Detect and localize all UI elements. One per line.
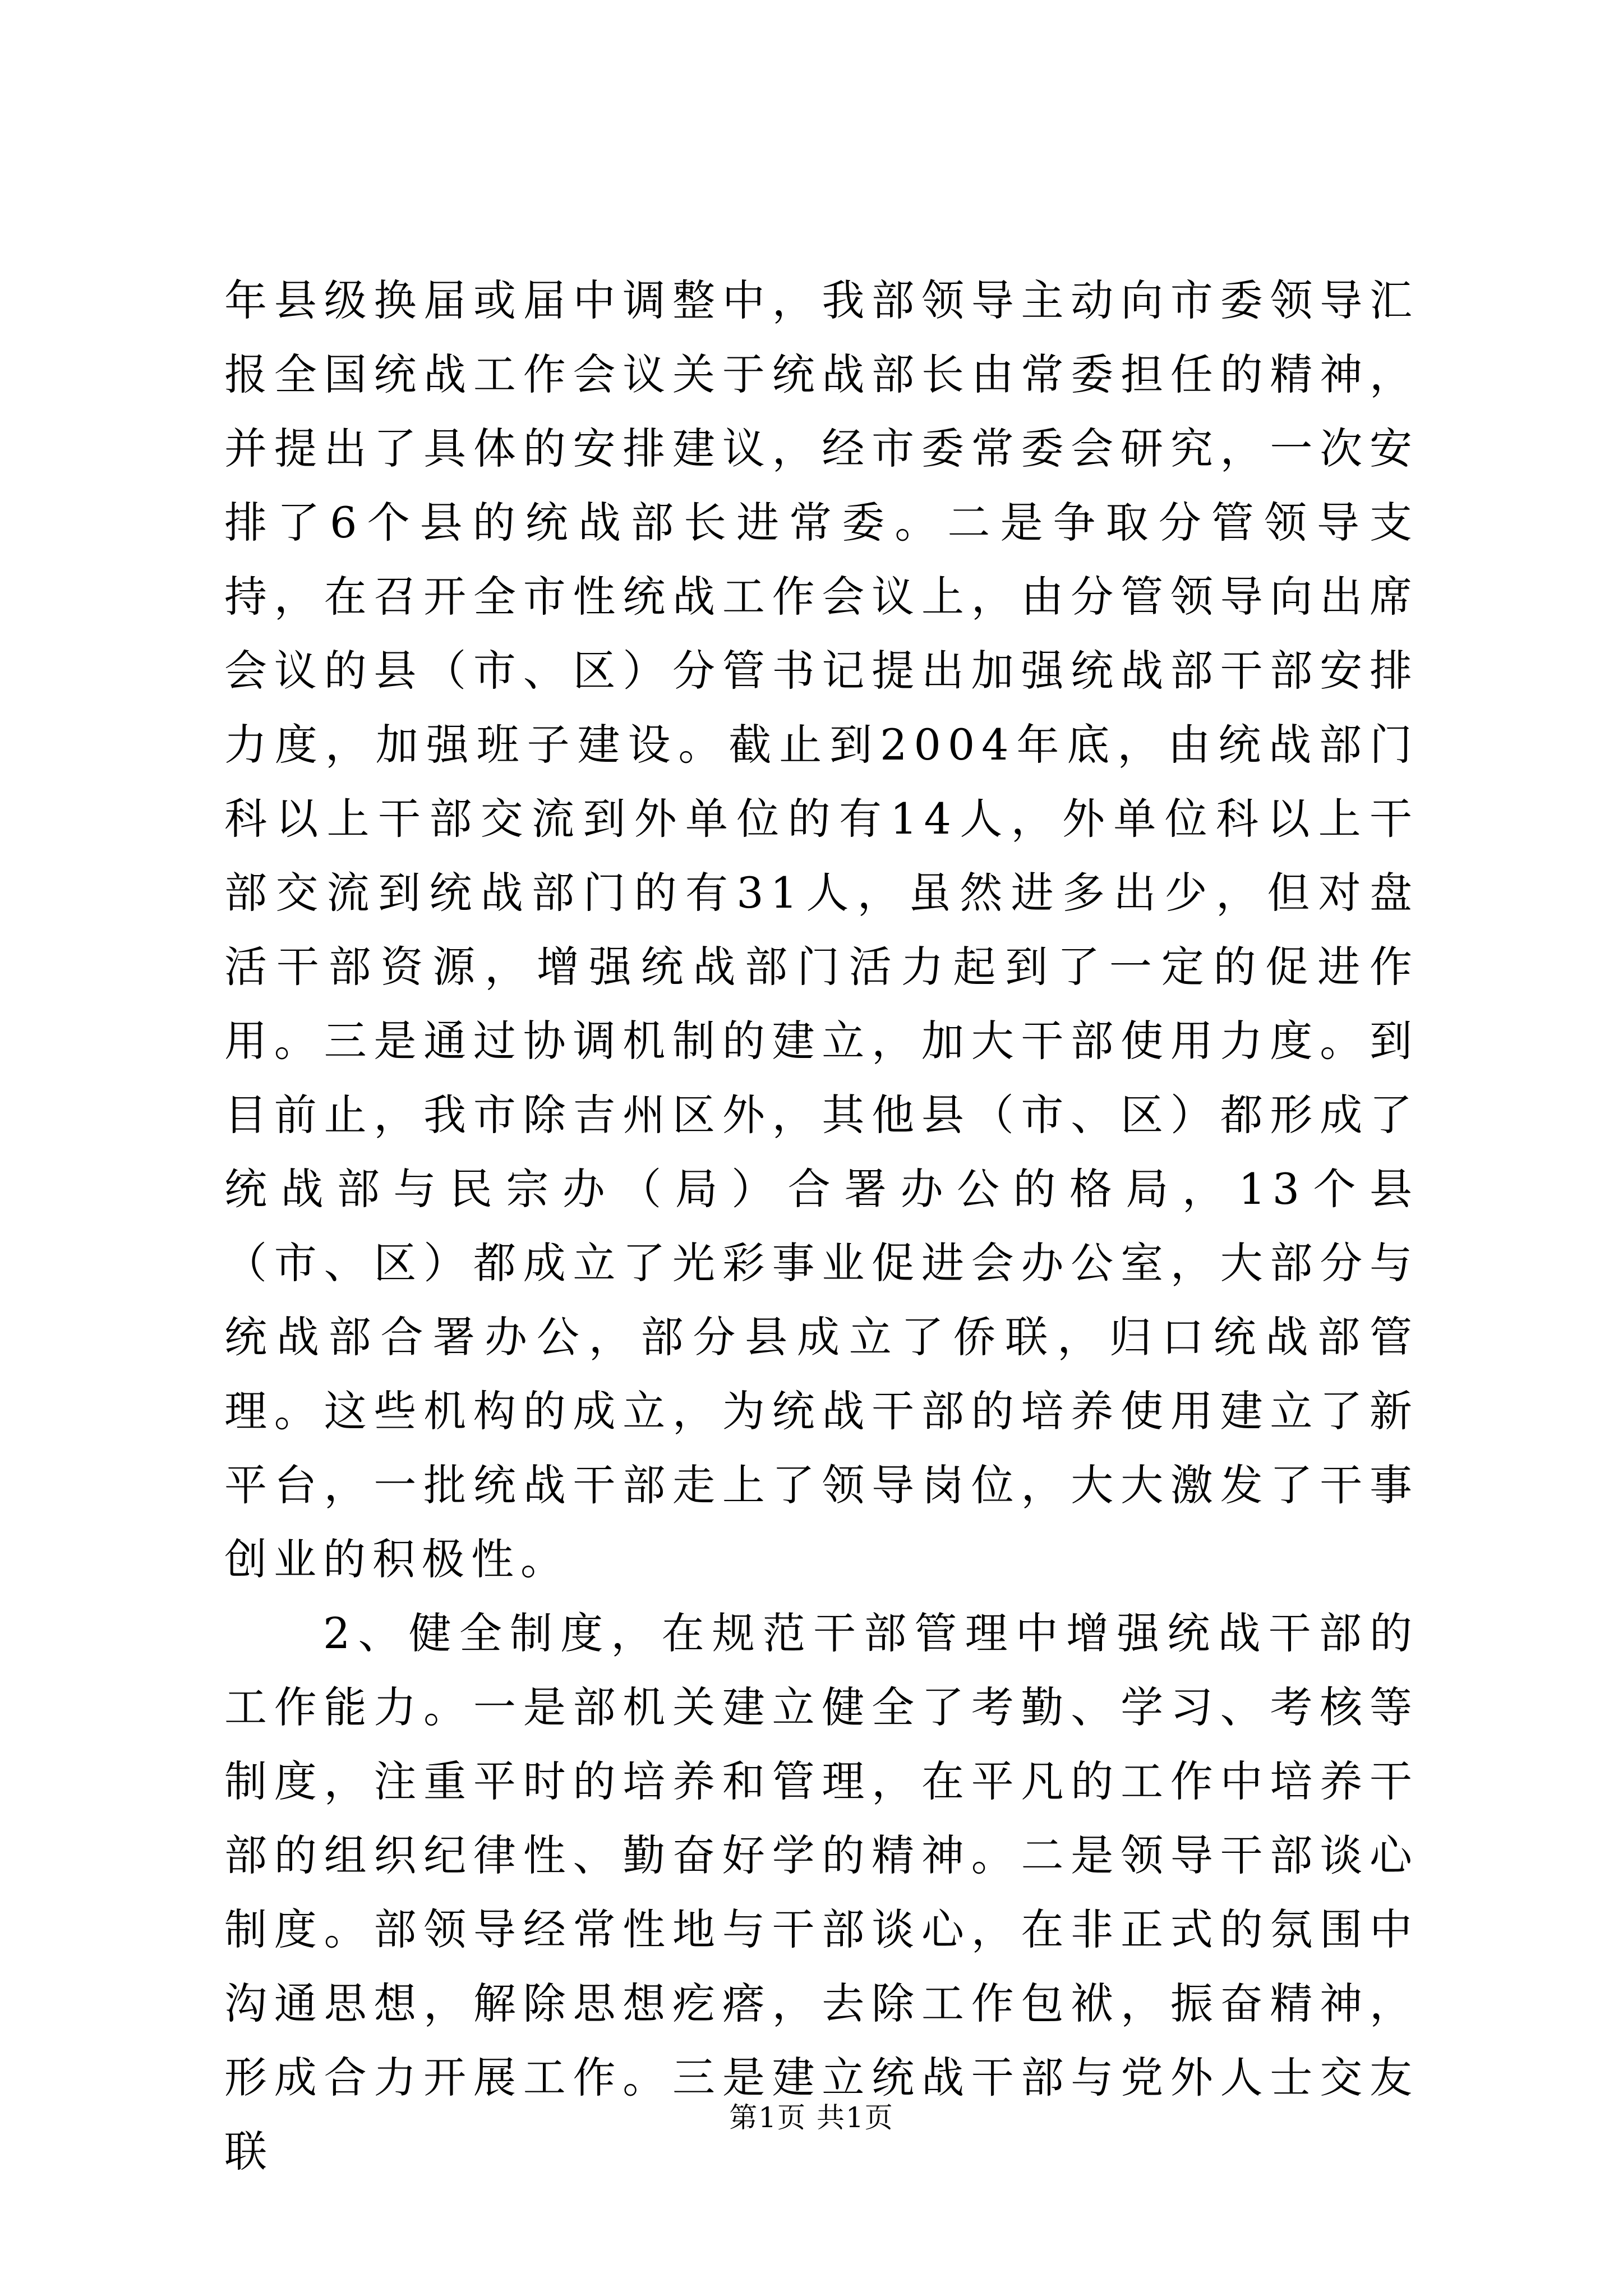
paragraph-2: 2、健全制度，在规范干部管理中增强统战干部的工作能力。一是部机关建立健全了考勤、学习、考核等制度，注重平时的培养和管理，在平凡的工作中培养干部的组织纪律性、勤奋好学的精神。二是领导干部谈心制度。部领导经常性地与干部谈心，在非正式的氛围中沟通思想，解除思想疙瘩，去除工作包袱，振奋精神，形成合力开展工作。三是建立统战干部与党外人士交友联 bbox=[224, 1608, 1419, 2177]
paragraph-1: 年县级换届或届中调整中，我部领导主动向市委领导汇报全国统战工作会议关于统战部长由常委担任的精神，并提出了具体的安排建议，经市委常委会研究，一次安排了6个县的统战部长进常委。二是争取分管领导支持，在召开全市性统战工作会议上，由分管领导向出席会议的县（市、区）分管书记提出加强统战部干部安排力度，加强班子建设。截止到2004年底，由统战部门科以上干部交流到外单位的有14人，外单位科以上干部交流到统战部门的有31人，虽然进多出少，但对盘活干部资源，增强统战部门活力起到了一定的促进作用。三是通过协调机制的建立，加大干部使用力度。到目前止，我市除吉州区外，其他县（市、区）都形成了统战部与民宗办（局）合署办公的格局，13个县（市、区）都成立了光彩事业促进会办公室，大部分与统战部合署办公，部分县成立了侨联，归口统战部管理。这些机构的成立，为统战干部的培养使用建立了新平台，一批统战干部走上了领导岗位，大大激发了干事创业的积极性。 bbox=[224, 275, 1419, 1584]
page-footer: 第1页 共1页 bbox=[729, 2101, 894, 2134]
document-body bbox=[224, 264, 1419, 2189]
